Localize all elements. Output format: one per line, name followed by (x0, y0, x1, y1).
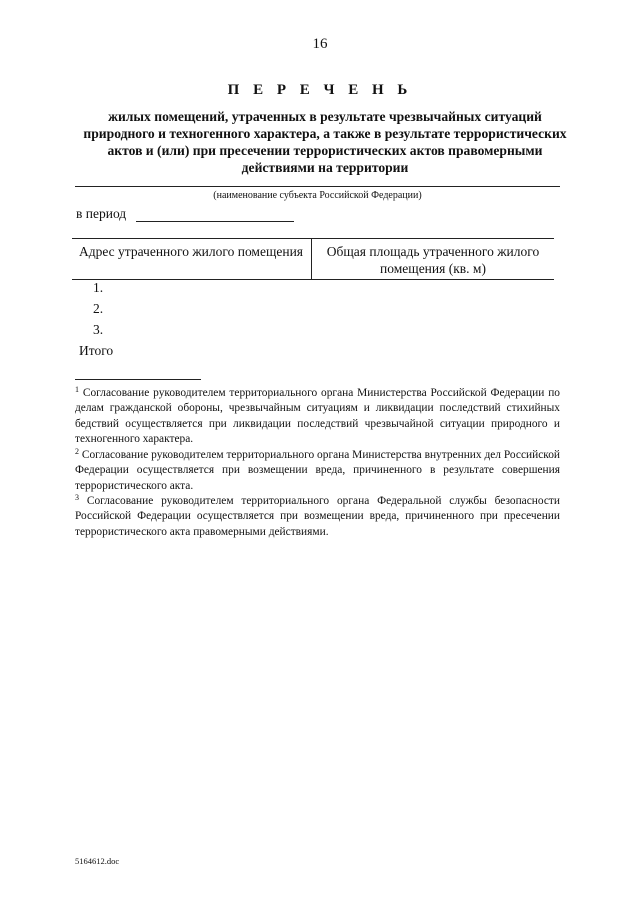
footnote-2 (75, 448, 560, 494)
table-total-label: Итого (79, 343, 114, 358)
column-header-area: Общая площадь утраченного жилого помещения (кв. м) (326, 244, 540, 276)
subject-caption: (наименование субъекта Российской Федерации) (213, 190, 422, 201)
page-number: 16 (312, 36, 328, 52)
table-row-number: 3. (93, 322, 104, 337)
period-label: в период (76, 206, 127, 221)
document-title: П Е Р Е Ч Е Н Ь (227, 82, 413, 98)
footnote-text: Согласование руководителем территориального органа Федеральной службы безопасности Российской Федерации осуществляется при возмещении вреда, причиненного при пресечении террористического акта правомерными действиями. (75, 495, 560, 538)
column-header-address: Адрес утраченного жилого помещения (78, 244, 304, 259)
footnote-separator (75, 379, 201, 380)
document-subtitle: жилых помещений, утраченных в результате чрезвычайных ситуаций природного и техногенного характера, а также в результате террористических актов и (или) при пресечении террористических актов правомерными действиями на территории (83, 109, 567, 175)
table-row-number: 2. (93, 301, 104, 316)
footnote-1 (75, 386, 560, 448)
table-row-number: 1. (93, 280, 104, 295)
period-fill-line (136, 221, 294, 222)
subject-fill-line (75, 186, 560, 187)
footnote-marker: 1 (75, 385, 79, 394)
footnote-text: Согласование руководителем территориального органа Министерства Российской Федерации по делам гражданской обороны, чрезвычайным ситуациям и ликвидации последствий стихийных бедствий осуществляется при ликвидации последствий чрезвычайной ситуации природного и техногенного характера. (75, 387, 560, 446)
footnote-3 (75, 494, 560, 540)
table-header-border (72, 279, 554, 280)
footnote-text: Согласование руководителем территориального органа Министерства внутренних дел Российской Федерации осуществляется при возмещении вреда, причиненного в результате совершения террористического акта. (75, 449, 560, 492)
footnote-marker: 3 (75, 493, 79, 502)
file-name: 5164612.doc (75, 856, 120, 866)
table-column-divider (311, 238, 312, 279)
footnote-marker: 2 (75, 447, 79, 456)
table-top-border (72, 238, 554, 239)
